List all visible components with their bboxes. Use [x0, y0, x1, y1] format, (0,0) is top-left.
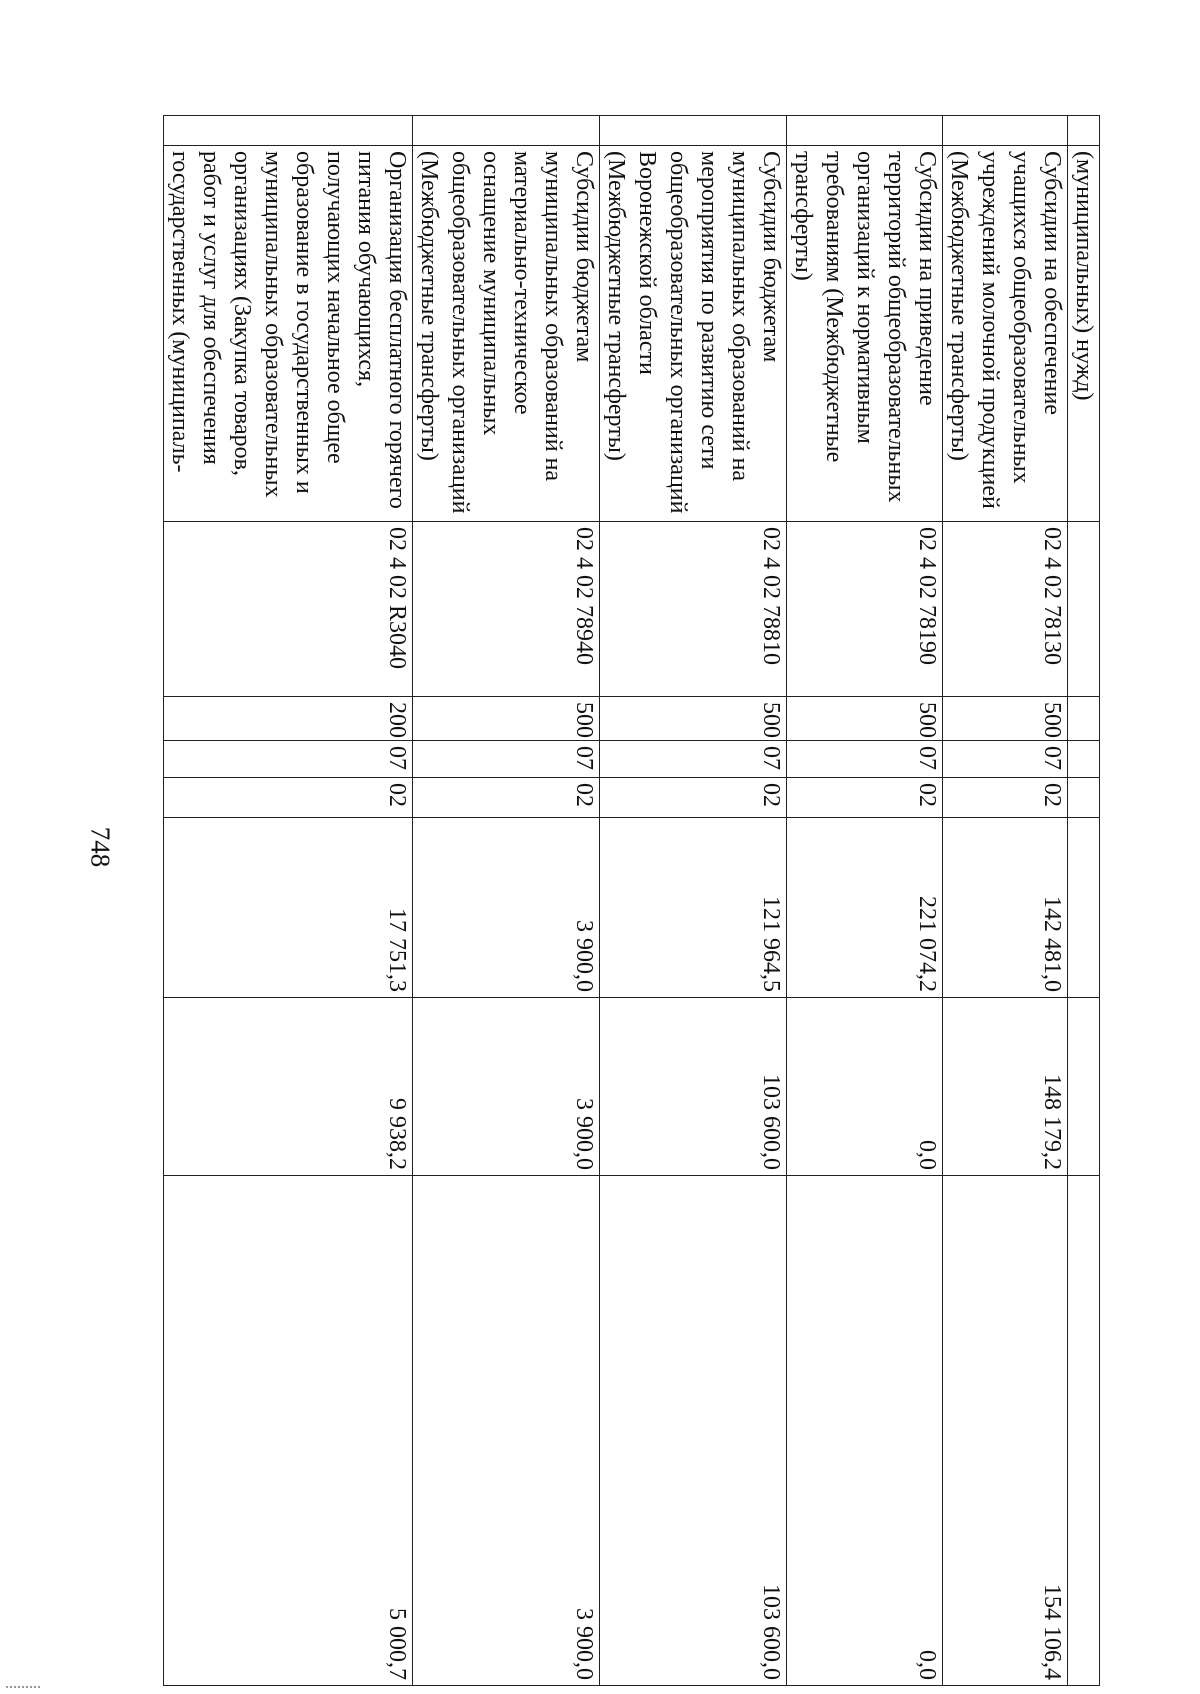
table-cell-amount: 103 600,0 — [600, 998, 787, 1176]
table-cell-index — [600, 116, 787, 146]
table-row — [413, 116, 600, 1686]
rotated-table-area — [167, 115, 1100, 1685]
table-cell-amount: 9 938,2 — [164, 998, 413, 1176]
table-cell-code: 02 4 02 78130 — [943, 522, 1068, 697]
table-cell-name: Субсидии бюджетам муниципальных образований на мероприятия по развитию сети общеобразовательных организаций Воронежской области (Межбюджетные трансферты) — [600, 146, 787, 522]
table-cell-rz: 07 — [164, 741, 413, 778]
table-cell-vr: 500 — [787, 697, 943, 741]
scan-edge-mark — [6, 1686, 40, 1691]
table-cell-index — [164, 116, 413, 146]
table-cell-name: Субсидии бюджетам муниципальных образований на материально-техническое оснащение муниципальных общеобразовательных организаций (Межбюджетные трансферты) — [413, 146, 600, 522]
table-cell-index — [1068, 116, 1100, 146]
table-cell-code: 02 4 02 78810 — [600, 522, 787, 697]
budget-table — [163, 115, 1100, 1686]
table-cell-pr — [1068, 778, 1100, 818]
table-cell-code: 02 4 02 R3040 — [164, 522, 413, 697]
table-cell-amount: 148 179,2 — [943, 998, 1068, 1176]
table-cell-code: 02 4 02 78940 — [413, 522, 600, 697]
table-cell-amount: 154 106,4 — [943, 1176, 1068, 1686]
table-cell-rz: 07 — [787, 741, 943, 778]
table-cell-amount — [1068, 1176, 1100, 1686]
table-cell-vr: 200 — [164, 697, 413, 741]
table-cell-vr — [1068, 697, 1100, 741]
table-cell-vr: 500 — [943, 697, 1068, 741]
table-cell-amount: 0,0 — [787, 1176, 943, 1686]
table-row — [600, 116, 787, 1686]
table-cell-amount: 3 900,0 — [413, 818, 600, 998]
table-cell-pr: 02 — [164, 778, 413, 818]
table-row — [787, 116, 943, 1686]
table-cell-rz: 07 — [943, 741, 1068, 778]
table-cell-amount — [1068, 818, 1100, 998]
table-cell-pr: 02 — [943, 778, 1068, 818]
table-cell-amount: 221 074,2 — [787, 818, 943, 998]
table-cell-amount: 121 964,5 — [600, 818, 787, 998]
table-cell-amount: 3 900,0 — [413, 1176, 600, 1686]
table-cell-pr: 02 — [787, 778, 943, 818]
table-cell-code: 02 4 02 78190 — [787, 522, 943, 697]
table-cell-rz: 07 — [600, 741, 787, 778]
table-cell-vr: 500 — [600, 697, 787, 741]
table-cell-amount: 142 481,0 — [943, 818, 1068, 998]
table-cell-amount: 0,0 — [787, 998, 943, 1176]
table-cell-index — [943, 116, 1068, 146]
table-cell-code — [1068, 522, 1100, 697]
table-header-row — [1068, 116, 1100, 1686]
table-cell-rz — [1068, 741, 1100, 778]
table-cell-name: Субсидии на обеспечение учащихся общеобразовательных учреждений молочной продукцией (Межбюджетные трансферты) — [943, 146, 1068, 522]
table-cell-pr: 02 — [600, 778, 787, 818]
table-cell-amount: 3 900,0 — [413, 998, 600, 1176]
table-cell-pr: 02 — [413, 778, 600, 818]
table-cell-amount — [1068, 998, 1100, 1176]
table-row — [164, 116, 413, 1686]
table-cell-name: (муниципальных) нужд) — [1068, 146, 1100, 522]
table-cell-amount: 5 000,7 — [164, 1176, 413, 1686]
table-cell-rz: 07 — [413, 741, 600, 778]
table-row — [943, 116, 1068, 1686]
table-cell-vr: 500 — [413, 697, 600, 741]
table-cell-name: Организация бесплатного горячего питания обучающихся, получающих начальное общее образование в государственных и муниципальных образовательных организациях (Закупка товаров, работ и услуг для обеспечения государственных (муниципаль- — [164, 146, 413, 522]
table-cell-name: Субсидии на приведение территорий общеобразовательных организаций к нормативным требованиям (Межбюджетные трансферты) — [787, 146, 943, 522]
page-number: 748 — [85, 826, 116, 868]
table-cell-index — [787, 116, 943, 146]
table-cell-index — [413, 116, 600, 146]
table-cell-amount: 103 600,0 — [600, 1176, 787, 1686]
table-cell-amount: 17 751,3 — [164, 818, 413, 998]
